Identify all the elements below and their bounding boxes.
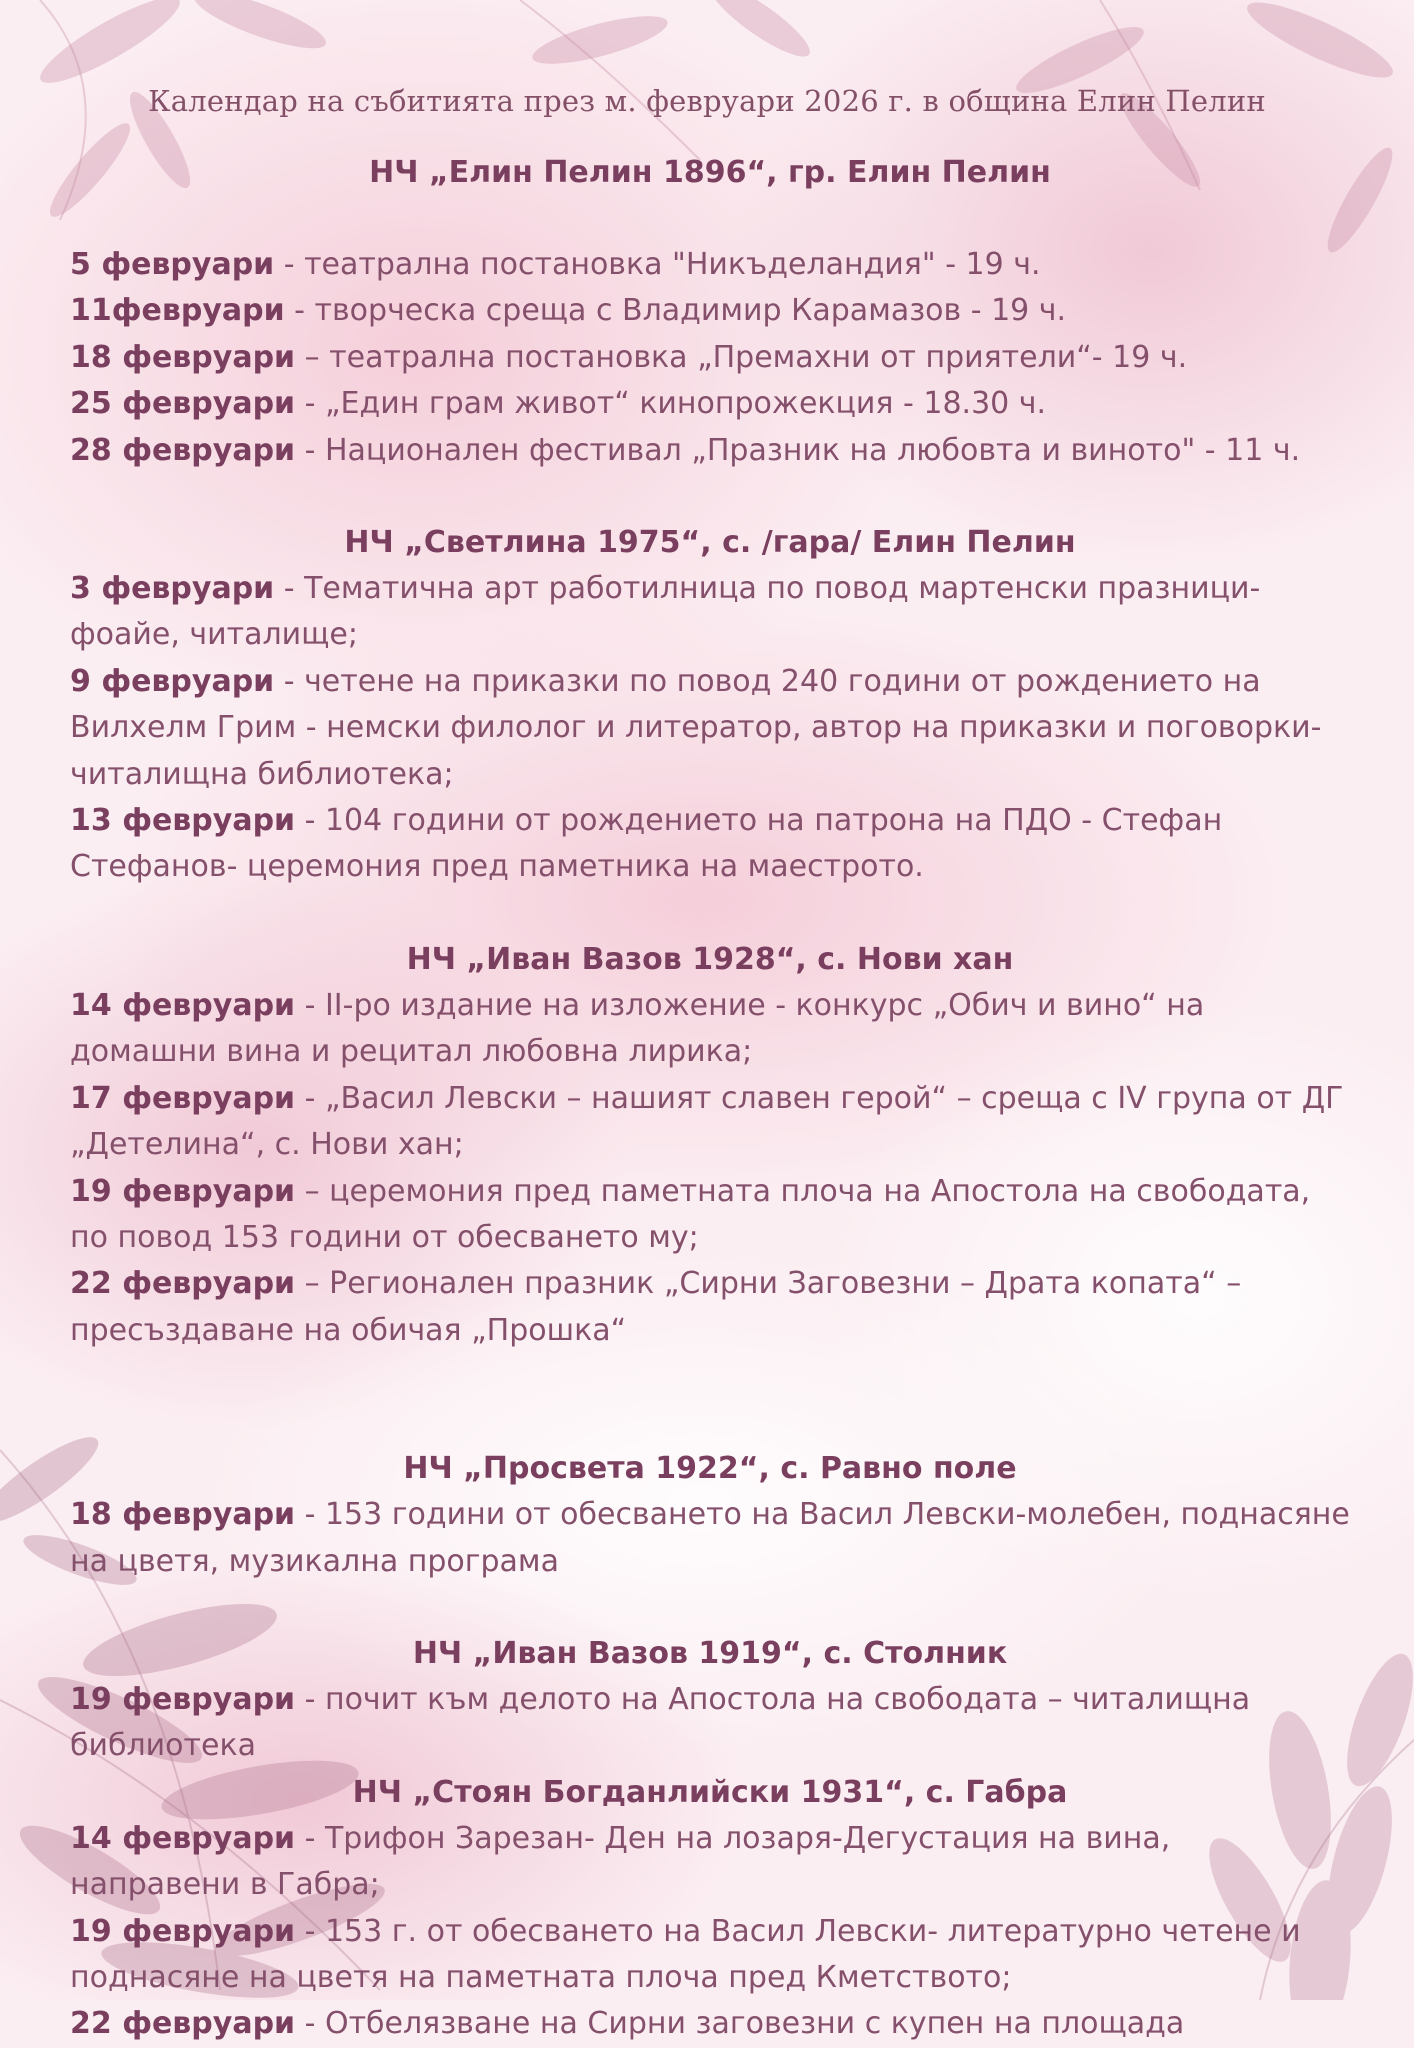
section-heading: НЧ „Стоян Богданлийски 1931“, с. Габра: [352, 1774, 1068, 1810]
event-item: [70, 1261, 1350, 1354]
event-text: - 153 години от обесването на Васил Левски-молебен, поднасяне на цветя, музикална програма: [70, 1497, 1350, 1579]
event-item: [70, 659, 1350, 798]
section-heading: НЧ „Просвета 1922“, с. Равно поле: [403, 1451, 1017, 1487]
event-item: [70, 798, 1350, 891]
event-text: - „Един грам живот“ кинопрожекция - 18.30 ч.: [295, 386, 1047, 422]
event-date: 18 февруари: [70, 339, 296, 375]
event-text: - четене на приказки по повод 240 години от рождението на Вилхелм Грим - немски филолог и литератор, автор на приказки и поговорки-читалищна библиотека;: [70, 663, 1322, 792]
event-date: 22 февруари: [70, 1266, 296, 1302]
event-date: 28 февруари: [70, 432, 296, 468]
event-text: - Отбелязване на Сирни заговезни с купен на площада: [295, 2006, 1185, 2042]
event-date: 19 февруари: [70, 1173, 296, 1209]
event-item: [70, 428, 1350, 474]
event-item: [70, 381, 1350, 427]
event-date: 14 февруари: [70, 987, 296, 1023]
event-item: [70, 288, 1350, 334]
event-date: 3 февруари: [70, 571, 275, 607]
community-center-section: [70, 1770, 1350, 2048]
event-item: [70, 983, 1350, 1076]
event-date: 18 февруари: [70, 1497, 296, 1533]
event-text: - Трифон Зарезан- Ден на лозаря-Дегустация на вина, направени в Габра;: [70, 1820, 1171, 1903]
event-date: 11февруари: [70, 293, 285, 329]
event-item: [70, 1492, 1350, 1585]
event-date: 9 февруари: [70, 663, 275, 699]
community-center-section: [70, 1631, 1350, 1770]
event-item: [70, 1076, 1350, 1169]
section-heading: НЧ „Иван Вазов 1919“, с. Столник: [412, 1635, 1008, 1671]
event-item: [70, 1677, 1350, 1770]
event-text: - Тематична арт работилница по повод мартенски празници- фоайе, читалище;: [70, 571, 1261, 653]
event-item: [70, 1816, 1350, 1909]
event-text: – церемония пред паметната плоча на Апостола на свободата, по повод 153 години от обесването му;: [70, 1173, 1311, 1255]
community-center-section: [70, 937, 1350, 1446]
section-heading: НЧ „Елин Пелин 1896“, гр. Елин Пелин: [369, 155, 1051, 190]
section-heading: НЧ „Светлина 1975“, с. /гара/ Елин Пелин: [344, 525, 1076, 561]
event-item: [70, 335, 1350, 381]
event-date: 22 февруари: [70, 2006, 296, 2042]
event-text: – театрална постановка „Премахни от приятели“- 19 ч.: [295, 339, 1188, 375]
event-date: 17 февруари: [70, 1080, 296, 1116]
event-text: - театрална постановка "Никъделандия" - 19 ч.: [274, 247, 1041, 282]
event-date: 25 февруари: [70, 386, 296, 422]
events-content: [70, 150, 1350, 2048]
community-center-section: [70, 150, 1350, 520]
event-date: 14 февруари: [70, 1820, 296, 1856]
event-text: - Национален фестивал „Празник на любовта и виното" - 11 ч.: [295, 432, 1301, 468]
event-text: - 153 г. от обесването на Васил Левски- литературно четене и поднасяне на цветя на паметната плоча пред Кметството;: [70, 1913, 1301, 1995]
event-date: 5 февруари: [70, 247, 275, 282]
section-heading: НЧ „Иван Вазов 1928“, с. Нови хан: [406, 941, 1014, 977]
event-date: 19 февруари: [70, 1913, 296, 1949]
event-text: - 104 години от рождението на патрона на ПДО - Стефан Стефанов- церемония пред паметника на маестрото.: [70, 803, 1223, 885]
event-text: - почит към делото на Апостола на свободата – читалищна библиотека: [70, 1681, 1251, 1764]
event-date: 13 февруари: [70, 803, 296, 839]
community-center-section: [70, 520, 1350, 937]
event-item: [70, 566, 1350, 659]
page-title: Календар на събитията през м. февруари 2026 г. в община Елин Пелин: [148, 84, 1266, 118]
event-text: - II-ро издание на изложение - конкурс „Обич и вино“ на домашни вина и рецитал любовна лирика;: [70, 987, 1205, 1070]
event-text: - „Васил Левски – нашият славен герой“ – среща с IV група от ДГ „Детелина“, с. Нови хан;: [70, 1080, 1344, 1163]
event-item: [70, 1909, 1350, 2002]
event-text: - творческа среща с Владимир Карамазов - 19 ч.: [284, 293, 1067, 329]
event-date: 19 февруари: [70, 1681, 296, 1717]
event-item: [70, 242, 1350, 288]
community-center-section: [70, 1446, 1350, 1631]
event-item: [70, 2001, 1350, 2047]
event-text: – Регионален празник „Сирни Заговезни – Драта копата“ – пресъздаване на обичая „Прошка“: [70, 1266, 1242, 1348]
event-item: [70, 1169, 1350, 1262]
